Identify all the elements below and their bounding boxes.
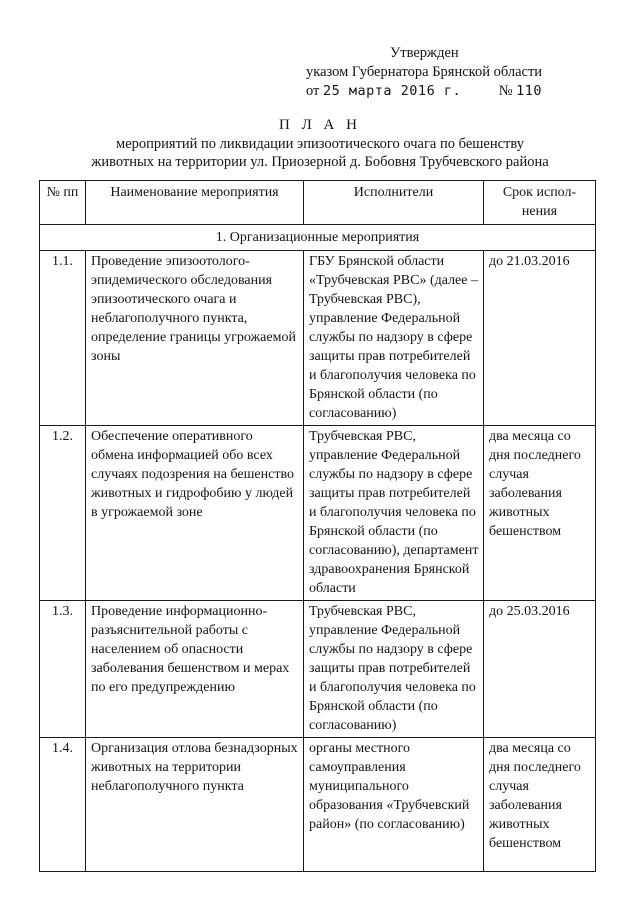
table-row	[40, 426, 596, 601]
section-row	[40, 225, 596, 251]
row-executors: Трубчевская РВС, управление Федеральной службы по надзору в сфере защиты прав потребителей и благополучия человека по Брянской области (по согласованию), департамент здравоохранения Брянской области	[304, 426, 484, 601]
number-prefix: №	[498, 83, 513, 99]
table-row	[40, 251, 596, 426]
plan-title: П Л А Н	[279, 117, 361, 133]
row-executors: ГБУ Брянской области «Трубчевская РВС» (далее – Трубчевская РВС), управление Федеральной службы по надзору в сфере защиты прав потребителей и благополучия человека по Брянской области (по согласованию)	[304, 251, 484, 426]
row-num: 1.2.	[40, 426, 86, 601]
row-deadline: до 21.03.2016	[484, 251, 596, 426]
row-name: Проведение эпизоотолого-эпидемического обследования эпизоотического очага и неблагополучного пункта, определение границы угрожаемой зоны	[86, 251, 304, 426]
row-deadline: до 25.03.2016	[484, 601, 596, 738]
approval-date-line	[306, 82, 606, 101]
row-num: 1.1.	[40, 251, 86, 426]
header-name: Наименование мероприятия	[86, 181, 304, 225]
approval-block	[306, 44, 606, 101]
row-executors: Трубчевская РВС, управление Федеральной службы по надзору в сфере защиты прав потребителей и благополучия человека по Брянской области (по согласованию)	[304, 601, 484, 738]
plan-subtitle-line1: мероприятий по ликвидации эпизоотического очага по бешенству	[116, 136, 524, 152]
row-deadline: два месяца со дня последнего случая заболевания животных бешенством	[484, 426, 596, 601]
row-name: Проведение информационно-разъяснительной работы с населением об опасности заболевания бешенством и мерах по его предупреждению	[86, 601, 304, 738]
row-name: Обеспечение оперативного обмена информацией обо всех случаях подозрения на бешенство животных и гидрофобию у людей в угрожаемой зоне	[86, 426, 304, 601]
plan-table	[39, 180, 596, 872]
table-row	[40, 738, 596, 872]
row-num: 1.3.	[40, 601, 86, 738]
row-executors: органы местного самоуправления муниципального образования «Трубчевский район» (по согласованию)	[304, 738, 484, 872]
approval-decree: указом Губернатора Брянской области	[306, 64, 543, 80]
row-name: Организация отлова безнадзорных животных на территории неблагополучного пункта	[86, 738, 304, 872]
decree-number: 110	[516, 83, 543, 99]
row-deadline: два месяца со дня последнего случая заболевания животных бешенством	[484, 738, 596, 872]
date-prefix: от	[306, 83, 320, 99]
header-deadline: Срок испол- нения	[484, 181, 596, 225]
section-title: 1. Организационные мероприятия	[40, 225, 596, 251]
table-header-row	[40, 181, 596, 225]
decree-date: 25 марта 2016 г.	[323, 83, 462, 99]
header-num: № пп	[40, 181, 86, 225]
table-row	[40, 601, 596, 738]
header-executors: Исполнители	[304, 181, 484, 225]
approval-title: Утвержден	[390, 45, 459, 61]
row-num: 1.4.	[40, 738, 86, 872]
plan-subtitle-line2: животных на территории ул. Приозерной д. Бобовня Трубчевского района	[91, 154, 549, 170]
